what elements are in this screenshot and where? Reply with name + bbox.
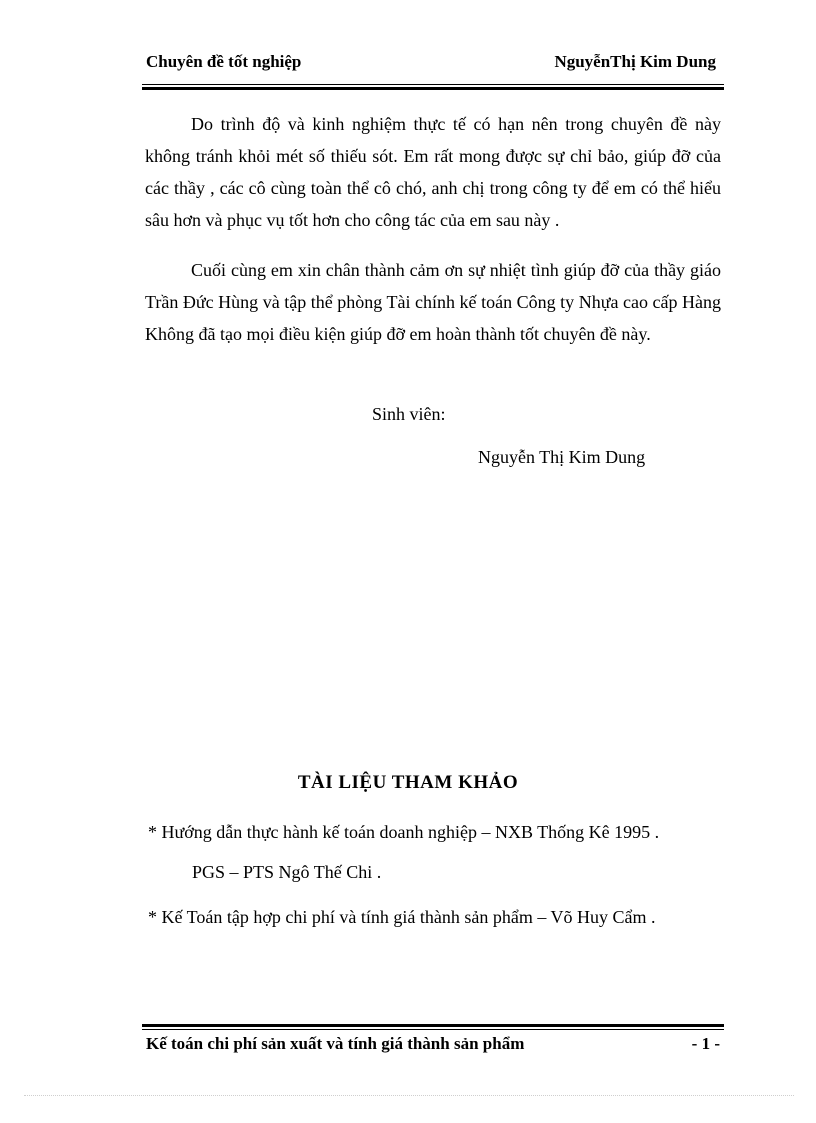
reference-item-1-author: PGS – PTS Ngô Thế Chi . — [192, 862, 382, 882]
page-header — [142, 52, 722, 78]
footer-rule-thin — [142, 1029, 724, 1030]
page-bottom-dotted-line — [24, 1095, 794, 1096]
page-number: - 1 - — [691, 1034, 720, 1053]
footer-rule-thick — [142, 1024, 724, 1027]
references-title: TÀI LIỆU THAM KHẢO — [297, 772, 519, 793]
header-author-name: NguyễnThị Kim Dung — [554, 52, 716, 71]
page-footer — [142, 1034, 722, 1058]
header-rule-thick — [142, 87, 724, 90]
body-paragraph-1: Do trình độ và kinh nghiệm thực tế có hạn nên trong chuyên đề này không tránh khỏi mét số thiếu sót. Em rất mong được sự chỉ bảo, giúp đỡ của các thầy , các cô cùng toàn thể cô chó, anh chị trong công ty để em có thể hiểu sâu hơn và phục vụ tốt hơn cho công tác của em sau này . — [145, 114, 721, 230]
header-document-title: Chuyên đề tốt nghiệp — [146, 52, 302, 71]
reference-item-2: * Kế Toán tập hợp chi phí và tính giá thành sản phẩm – Võ Huy Cẩm . — [148, 907, 656, 927]
body-paragraph-2: Cuối cùng em xin chân thành cảm ơn sự nhiệt tình giúp đỡ của thầy giáo Trần Đức Hùng và tập thể phòng Tài chính kế toán Công ty Nhựa cao cấp Hàng Không đã tạo mọi điều kiện giúp đỡ em hoàn thành tốt chuyên đề này. — [145, 260, 721, 344]
signature-name: Nguyễn Thị Kim Dung — [478, 447, 646, 467]
signature-label: Sinh viên: — [372, 404, 446, 424]
header-rule-thin — [142, 84, 724, 85]
reference-item-1: * Hướng dẫn thực hành kế toán doanh nghiệp – NXB Thống Kê 1995 . — [148, 822, 660, 842]
footer-document-subject: Kế toán chi phí sản xuất và tính giá thành sản phẩm — [146, 1034, 525, 1053]
